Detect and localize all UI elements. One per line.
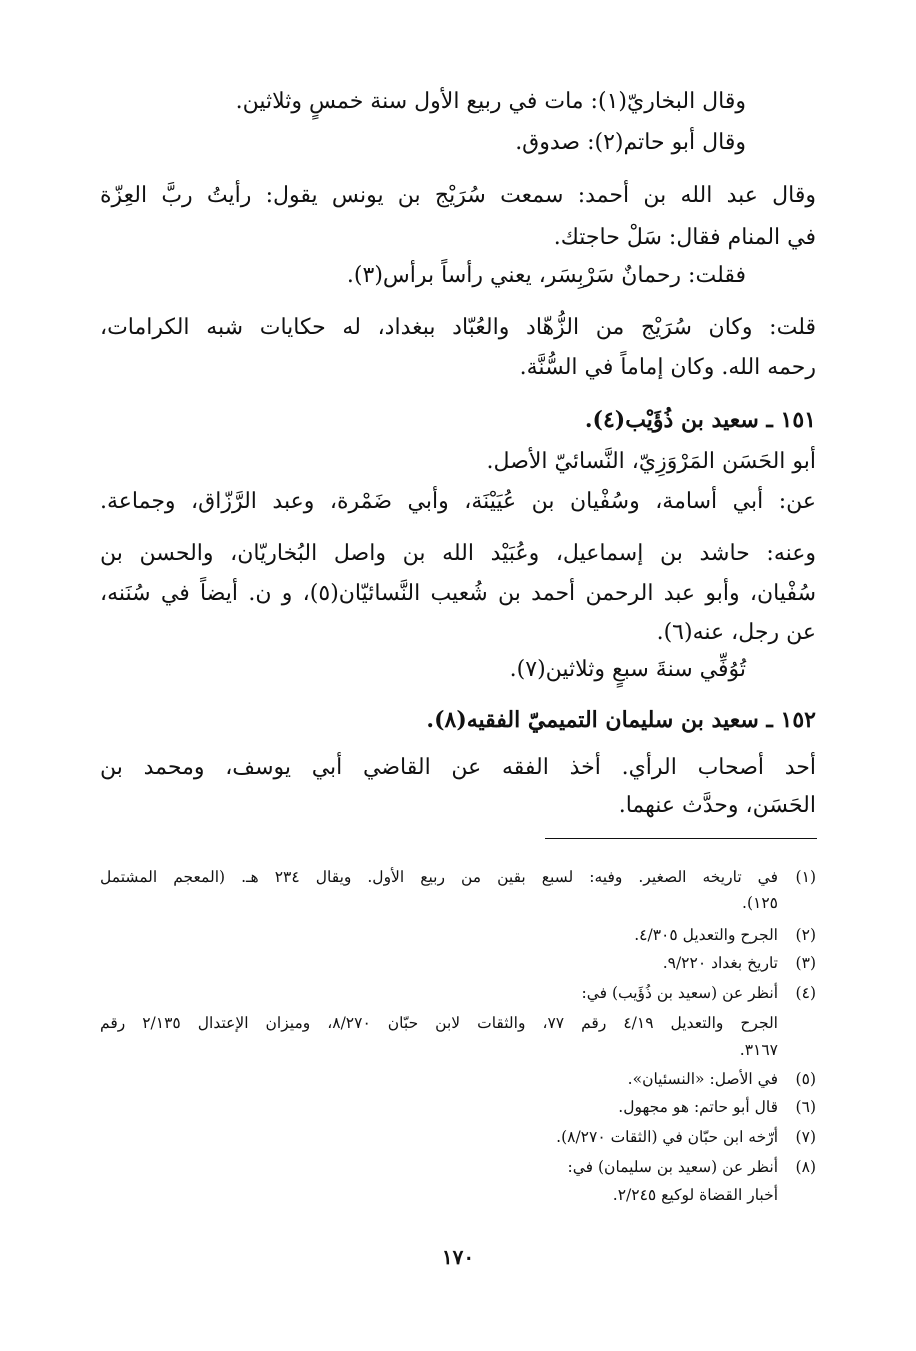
- footnote-text: في الأصل: «النسئيان».: [627, 1070, 778, 1088]
- footnote-number: (٥): [795, 1070, 816, 1088]
- text-line: فقلت: رحمانٌ سَرْبِسَر، يعني رأساً برأس(٣).: [346, 263, 746, 288]
- text-line: وقال أبو حاتم(٢): صدوق.: [515, 130, 746, 155]
- footnote-6: [100, 1096, 816, 1118]
- footnote-number: (٧): [795, 1128, 816, 1146]
- footnote-separator: [545, 838, 817, 839]
- text-line: أبو الحَسَن المَرْوَزِيّ، النَّسائيّ الأصل.: [486, 449, 816, 474]
- text-line: سُفْيان، وأبو عبد الرحمن أحمد بن شُعيب النَّسائيّان(٥)، و ن. أيضاً في سُنَنه،: [100, 581, 817, 606]
- text-line: رحمه الله. وكان إماماً في السُّنَّة.: [519, 355, 816, 380]
- footnote-3: [100, 952, 816, 974]
- footnote-text: أرّخه ابن حبّان في (الثقات ٨/٢٧٠).: [556, 1128, 778, 1146]
- footnote-text: أنظر عن (سعيد بن ذُؤَيب) في:: [581, 984, 778, 1002]
- footnote-text: أنظر عن (سعيد بن سليمان) في:: [567, 1158, 778, 1176]
- footnote-8: [100, 1156, 816, 1178]
- footnote-text: أخبار القضاة لوكيع ٢/٢٤٥.: [612, 1186, 778, 1204]
- footnote-number: (٦): [795, 1098, 816, 1116]
- entry-heading-152: ١٥٢ ـ سعيد بن سليمان التميميّ الفقيه(٨).: [426, 707, 816, 733]
- page-number: ١٧٠: [441, 1245, 475, 1269]
- footnote-text: تاريخ بغداد ٩/٢٢٠.: [662, 954, 778, 972]
- footnote-number: (٨): [795, 1158, 816, 1176]
- text-line: في المنام فقال: سَلْ حاجتك.: [553, 225, 816, 250]
- footnote-text: الجرح والتعديل ٤/٣٠٥.: [634, 926, 778, 944]
- entry-heading-151: ١٥١ ـ سعيد بن ذُؤَيْب(٤).: [584, 407, 816, 433]
- text-line: وعنه: حاشد بن إسماعيل، وعُبَيْد الله بن واصل البُخاريّان، والحسن بن: [100, 541, 816, 566]
- footnote-4: [100, 982, 816, 1004]
- footnote-5: [100, 1068, 816, 1090]
- text-line: الحَسَن، وحدَّث عنهما.: [618, 793, 816, 818]
- footnote-text: ٣١٦٧.: [739, 1041, 778, 1059]
- text-line: عن رجل، عنه(٦).: [656, 620, 816, 645]
- text-line: أحد أصحاب الرأي. أخذ الفقه عن القاضي أبي يوسف، ومحمد بن: [100, 755, 816, 780]
- footnote-number: (٣): [795, 954, 816, 972]
- text-line: وقال البخاريّ(١): مات في ربيع الأول سنة خمسٍ وثلاثين.: [235, 89, 746, 114]
- text-line: تُوُفِّي سنةَ سبعٍ وثلاثين(٧).: [509, 657, 746, 682]
- footnote-number: (١): [795, 868, 816, 886]
- footnote-2: [100, 924, 816, 946]
- footnote-1: [100, 866, 816, 888]
- footnote-number: (٢): [795, 926, 816, 944]
- footnote-number: (٤): [795, 984, 816, 1002]
- footnote-text: قال أبو حاتم: هو مجهول.: [618, 1098, 778, 1116]
- text-line: عن: أبي أسامة، وسُفْيان بن عُيَيْنَة، وأبي ضَمْرة، وعبد الرَّزّاق، وجماعة.: [100, 489, 816, 514]
- text-line: قلت: وكان سُرَيْج من الزُّهّاد والعُبّاد ببغداد، له حكايات شبه الكرامات،: [100, 315, 816, 340]
- footnote-7: [100, 1126, 816, 1148]
- footnote-text: الجرح والتعديل ٤/١٩ رقم ٧٧، والثقات لابن حبّان ٨/٢٧٠، وميزان الإعتدال ٢/١٣٥ رقم: [100, 1014, 778, 1032]
- footnote-text: ١٢٥).: [742, 894, 778, 912]
- text-line: وقال عبد الله بن أحمد: سمعت سُرَيْج بن يونس يقول: رأيتُ ربَّ العِزّة: [100, 183, 816, 208]
- footnote-text: في تاريخه الصغير. وفيه: لسبع بقين من ربيع الأول. ويقال ٢٣٤ هـ. (المعجم المشتمل: [100, 868, 778, 886]
